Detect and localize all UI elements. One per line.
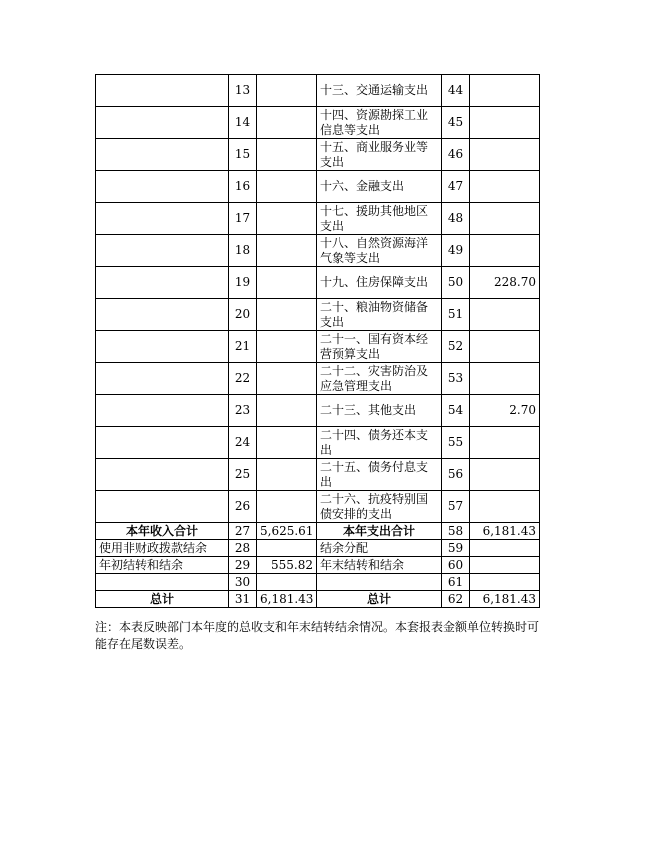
expense-total-num: 58 [442, 523, 470, 540]
income-line-number: 16 [229, 171, 257, 203]
expense-line-number: 57 [442, 491, 470, 523]
blank-amount-right [470, 574, 540, 591]
income-amount-cell [257, 491, 317, 523]
income-item-cell [96, 203, 229, 235]
income-line-number: 25 [229, 459, 257, 491]
income-item-cell [96, 395, 229, 427]
income-amount-cell [257, 267, 317, 299]
budget-summary-table [95, 74, 540, 608]
income-item-cell [96, 267, 229, 299]
expense-amount [470, 203, 540, 235]
income-item-cell [96, 75, 229, 107]
income-line-number: 19 [229, 267, 257, 299]
expense-line-number: 52 [442, 331, 470, 363]
income-item-cell [96, 299, 229, 331]
expense-item-label: 二十四、债务还本支出 [317, 427, 442, 459]
income-line-number: 15 [229, 139, 257, 171]
nonfiscal-label: 使用非财政拨款结余 [96, 540, 229, 557]
table-row [96, 491, 540, 523]
expense-item-label: 二十二、灾害防治及应急管理支出 [317, 363, 442, 395]
income-amount-cell [257, 235, 317, 267]
income-line-number: 17 [229, 203, 257, 235]
grand-total-right-amount: 6,181.43 [470, 591, 540, 608]
expense-line-number: 55 [442, 427, 470, 459]
income-item-cell [96, 459, 229, 491]
expense-item-label: 十四、资源勘探工业信息等支出 [317, 107, 442, 139]
footnote: 注：本表反映部门本年度的总收支和年末结转结余情况。本套报表金额单位转换时可能存在尾数误差。 [95, 620, 540, 651]
expense-amount [470, 363, 540, 395]
blank-row [96, 574, 540, 591]
income-amount-cell [257, 75, 317, 107]
begin-carry-label: 年初结转和结余 [96, 557, 229, 574]
expense-item-label: 二十五、债务付息支出 [317, 459, 442, 491]
expense-item-label: 二十六、抗疫特别国债安排的支出 [317, 491, 442, 523]
table-row [96, 395, 540, 427]
expense-item-label: 十八、自然资源海洋气象等支出 [317, 235, 442, 267]
income-line-number: 20 [229, 299, 257, 331]
blank-num-left: 30 [229, 574, 257, 591]
table-row [96, 171, 540, 203]
income-line-number: 14 [229, 107, 257, 139]
grand-total-left-label: 总计 [96, 591, 229, 608]
income-item-cell [96, 427, 229, 459]
nonfiscal-row [96, 540, 540, 557]
expense-line-number: 56 [442, 459, 470, 491]
expense-amount [470, 75, 540, 107]
carryover-row [96, 557, 540, 574]
income-item-cell [96, 491, 229, 523]
begin-carry-amount: 555.82 [257, 557, 317, 574]
income-amount-cell [257, 299, 317, 331]
expense-line-number: 53 [442, 363, 470, 395]
expense-amount [470, 139, 540, 171]
grand-total-left-amount: 6,181.43 [257, 591, 317, 608]
expense-line-number: 51 [442, 299, 470, 331]
blank-label-left [96, 574, 229, 591]
expense-total-label: 本年支出合计 [317, 523, 442, 540]
expense-line-number: 44 [442, 75, 470, 107]
income-total-num: 27 [229, 523, 257, 540]
expense-item-label: 十五、商业服务业等支出 [317, 139, 442, 171]
expense-amount [470, 427, 540, 459]
income-total-row [96, 523, 540, 540]
table-row [96, 427, 540, 459]
expense-item-label: 十六、金融支出 [317, 171, 442, 203]
end-carry-amount [470, 557, 540, 574]
income-item-cell [96, 235, 229, 267]
expense-amount [470, 171, 540, 203]
income-line-number: 18 [229, 235, 257, 267]
grand-total-right-label: 总计 [317, 591, 442, 608]
table-row [96, 331, 540, 363]
income-item-cell [96, 331, 229, 363]
nonfiscal-amount [257, 540, 317, 557]
income-item-cell [96, 363, 229, 395]
income-line-number: 13 [229, 75, 257, 107]
grand-total-row [96, 591, 540, 608]
expense-line-number: 47 [442, 171, 470, 203]
expense-line-number: 45 [442, 107, 470, 139]
income-item-cell [96, 139, 229, 171]
expense-item-label: 二十一、国有资本经营预算支出 [317, 331, 442, 363]
income-amount-cell [257, 427, 317, 459]
table-row [96, 235, 540, 267]
income-amount-cell [257, 363, 317, 395]
income-amount-cell [257, 171, 317, 203]
income-line-number: 26 [229, 491, 257, 523]
expense-amount: 2.70 [470, 395, 540, 427]
income-amount-cell [257, 203, 317, 235]
table-row [96, 363, 540, 395]
expense-amount [470, 459, 540, 491]
expense-amount [470, 331, 540, 363]
expense-amount: 228.70 [470, 267, 540, 299]
table-row [96, 107, 540, 139]
income-amount-cell [257, 139, 317, 171]
income-total-amount: 5,625.61 [257, 523, 317, 540]
expense-item-label: 十九、住房保障支出 [317, 267, 442, 299]
table-body [96, 75, 540, 608]
table-row [96, 299, 540, 331]
expense-line-number: 46 [442, 139, 470, 171]
expense-item-label: 二十、粮油物资储备支出 [317, 299, 442, 331]
income-item-cell [96, 171, 229, 203]
expense-line-number: 48 [442, 203, 470, 235]
expense-line-number: 49 [442, 235, 470, 267]
income-line-number: 24 [229, 427, 257, 459]
grand-total-left-num: 31 [229, 591, 257, 608]
end-carry-num: 60 [442, 557, 470, 574]
income-item-cell [96, 107, 229, 139]
expense-line-number: 50 [442, 267, 470, 299]
blank-label-right [317, 574, 442, 591]
expense-amount [470, 491, 540, 523]
surplus-dist-label: 结余分配 [317, 540, 442, 557]
blank-num-right: 61 [442, 574, 470, 591]
expense-amount [470, 107, 540, 139]
expense-item-label: 二十三、其他支出 [317, 395, 442, 427]
income-line-number: 23 [229, 395, 257, 427]
blank-amount-left [257, 574, 317, 591]
income-amount-cell [257, 331, 317, 363]
income-total-label: 本年收入合计 [96, 523, 229, 540]
end-carry-label: 年末结转和结余 [317, 557, 442, 574]
expense-total-amount: 6,181.43 [470, 523, 540, 540]
begin-carry-num: 29 [229, 557, 257, 574]
surplus-dist-num: 59 [442, 540, 470, 557]
income-line-number: 21 [229, 331, 257, 363]
income-amount-cell [257, 459, 317, 491]
table-row [96, 139, 540, 171]
surplus-dist-amount [470, 540, 540, 557]
expense-amount [470, 299, 540, 331]
table-row [96, 267, 540, 299]
table-row [96, 203, 540, 235]
table-row [96, 459, 540, 491]
expense-item-label: 十七、援助其他地区支出 [317, 203, 442, 235]
expense-item-label: 十三、交通运输支出 [317, 75, 442, 107]
nonfiscal-num: 28 [229, 540, 257, 557]
expense-amount [470, 235, 540, 267]
table-row [96, 75, 540, 107]
income-line-number: 22 [229, 363, 257, 395]
income-amount-cell [257, 107, 317, 139]
income-amount-cell [257, 395, 317, 427]
expense-line-number: 54 [442, 395, 470, 427]
grand-total-right-num: 62 [442, 591, 470, 608]
